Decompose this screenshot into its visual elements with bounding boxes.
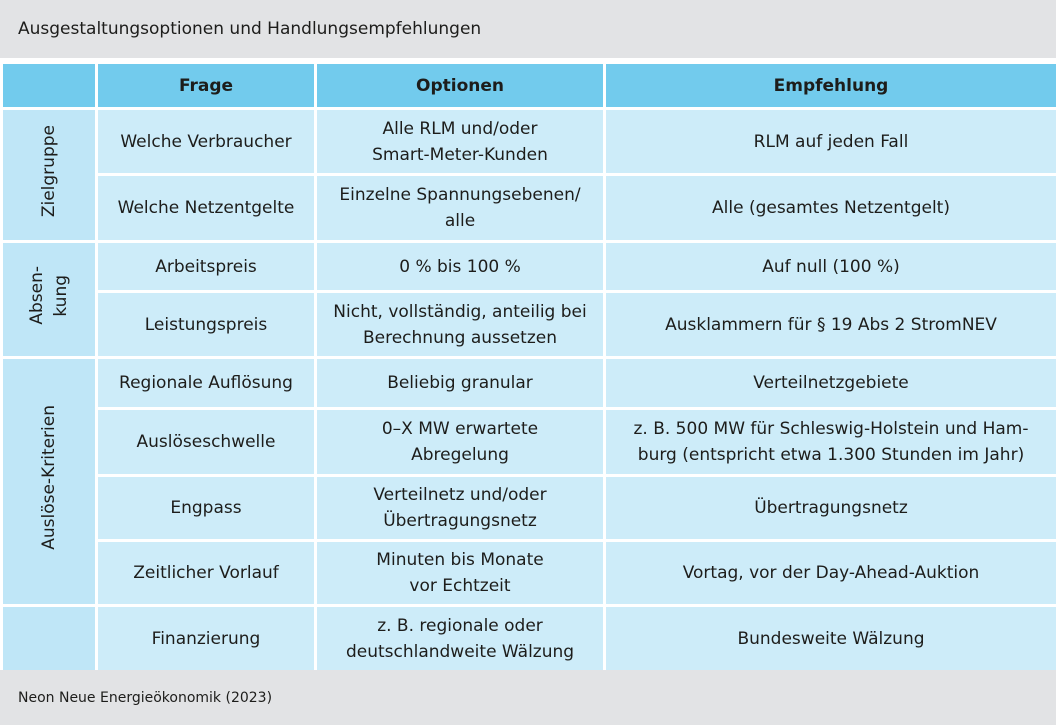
- cell-empfehlung: Auf null (100 %): [605, 242, 1056, 292]
- cell-frage: Regionale Auflösung: [97, 358, 316, 409]
- cell-empfehlung: Verteilnetzgebiete: [605, 358, 1056, 409]
- table-row: [2, 242, 1056, 292]
- cell-frage: Auslöseschwelle: [97, 409, 316, 476]
- table-title: Ausgestaltungsoptionen und Handlungsempfehlungen: [0, 0, 1056, 58]
- header-frage: Frage: [97, 63, 316, 109]
- cell-optionen: 0–X MW erwartete Abregelung: [316, 409, 605, 476]
- cell-empfehlung: Ausklammern für § 19 Abs 2 StromNEV: [605, 292, 1056, 358]
- cell-empfehlung: z. B. 500 MW für Schleswig-Holstein und Ham- burg (entspricht etwa 1.300 Stunden im Jahr): [605, 409, 1056, 476]
- table-row: [2, 476, 1056, 541]
- header-empfehlung: Empfehlung: [605, 63, 1056, 109]
- table-row: [2, 358, 1056, 409]
- cell-optionen: 0 % bis 100 %: [316, 242, 605, 292]
- cell-frage: Welche Verbraucher: [97, 109, 316, 175]
- cell-optionen: Alle RLM und/oder Smart-Meter-Kunden: [316, 109, 605, 175]
- cell-optionen: Minuten bis Monate vor Echtzeit: [316, 541, 605, 606]
- options-table: [0, 61, 1056, 673]
- cell-empfehlung: Alle (gesamtes Netzentgelt): [605, 175, 1056, 242]
- cell-frage: Engpass: [97, 476, 316, 541]
- cell-empfehlung: Übertragungsnetz: [605, 476, 1056, 541]
- header-row: [2, 63, 1056, 109]
- group-label-ausloese: [2, 358, 97, 606]
- cell-optionen: z. B. regionale oder deutschlandweite Wälzung: [316, 606, 605, 672]
- group-text-zielgruppe: Zielgruppe: [39, 124, 59, 218]
- header-corner: [2, 63, 97, 109]
- cell-empfehlung: RLM auf jeden Fall: [605, 109, 1056, 175]
- table-row: [2, 606, 1056, 672]
- group-label-zielgruppe: [2, 109, 97, 242]
- table-row: [2, 409, 1056, 476]
- cell-optionen: Einzelne Spannungsebenen/ alle: [316, 175, 605, 242]
- cell-optionen: Nicht, vollständig, anteilig bei Berechnung aussetzen: [316, 292, 605, 358]
- group-text-ausloese: Auslöse-Kriterien: [39, 405, 59, 550]
- group-text-absenkung: Absen- kung: [27, 266, 71, 325]
- cell-frage: Finanzierung: [97, 606, 316, 672]
- cell-optionen: Verteilnetz und/oder Übertragungsnetz: [316, 476, 605, 541]
- cell-frage: Zeitlicher Vorlauf: [97, 541, 316, 606]
- cell-optionen: Beliebig granular: [316, 358, 605, 409]
- group-label-finanzierung: [2, 606, 97, 672]
- table-row: [2, 292, 1056, 358]
- table-row: [2, 175, 1056, 242]
- cell-frage: Arbeitspreis: [97, 242, 316, 292]
- cell-empfehlung: Vortag, vor der Day-Ahead-Auktion: [605, 541, 1056, 606]
- cell-empfehlung: Bundesweite Wälzung: [605, 606, 1056, 672]
- source-note: Neon Neue Energieökonomik (2023): [0, 670, 1056, 725]
- group-label-absenkung: [2, 242, 97, 358]
- cell-frage: Leistungspreis: [97, 292, 316, 358]
- header-optionen: Optionen: [316, 63, 605, 109]
- table-row: [2, 109, 1056, 175]
- cell-frage: Welche Netzentgelte: [97, 175, 316, 242]
- table-row: [2, 541, 1056, 606]
